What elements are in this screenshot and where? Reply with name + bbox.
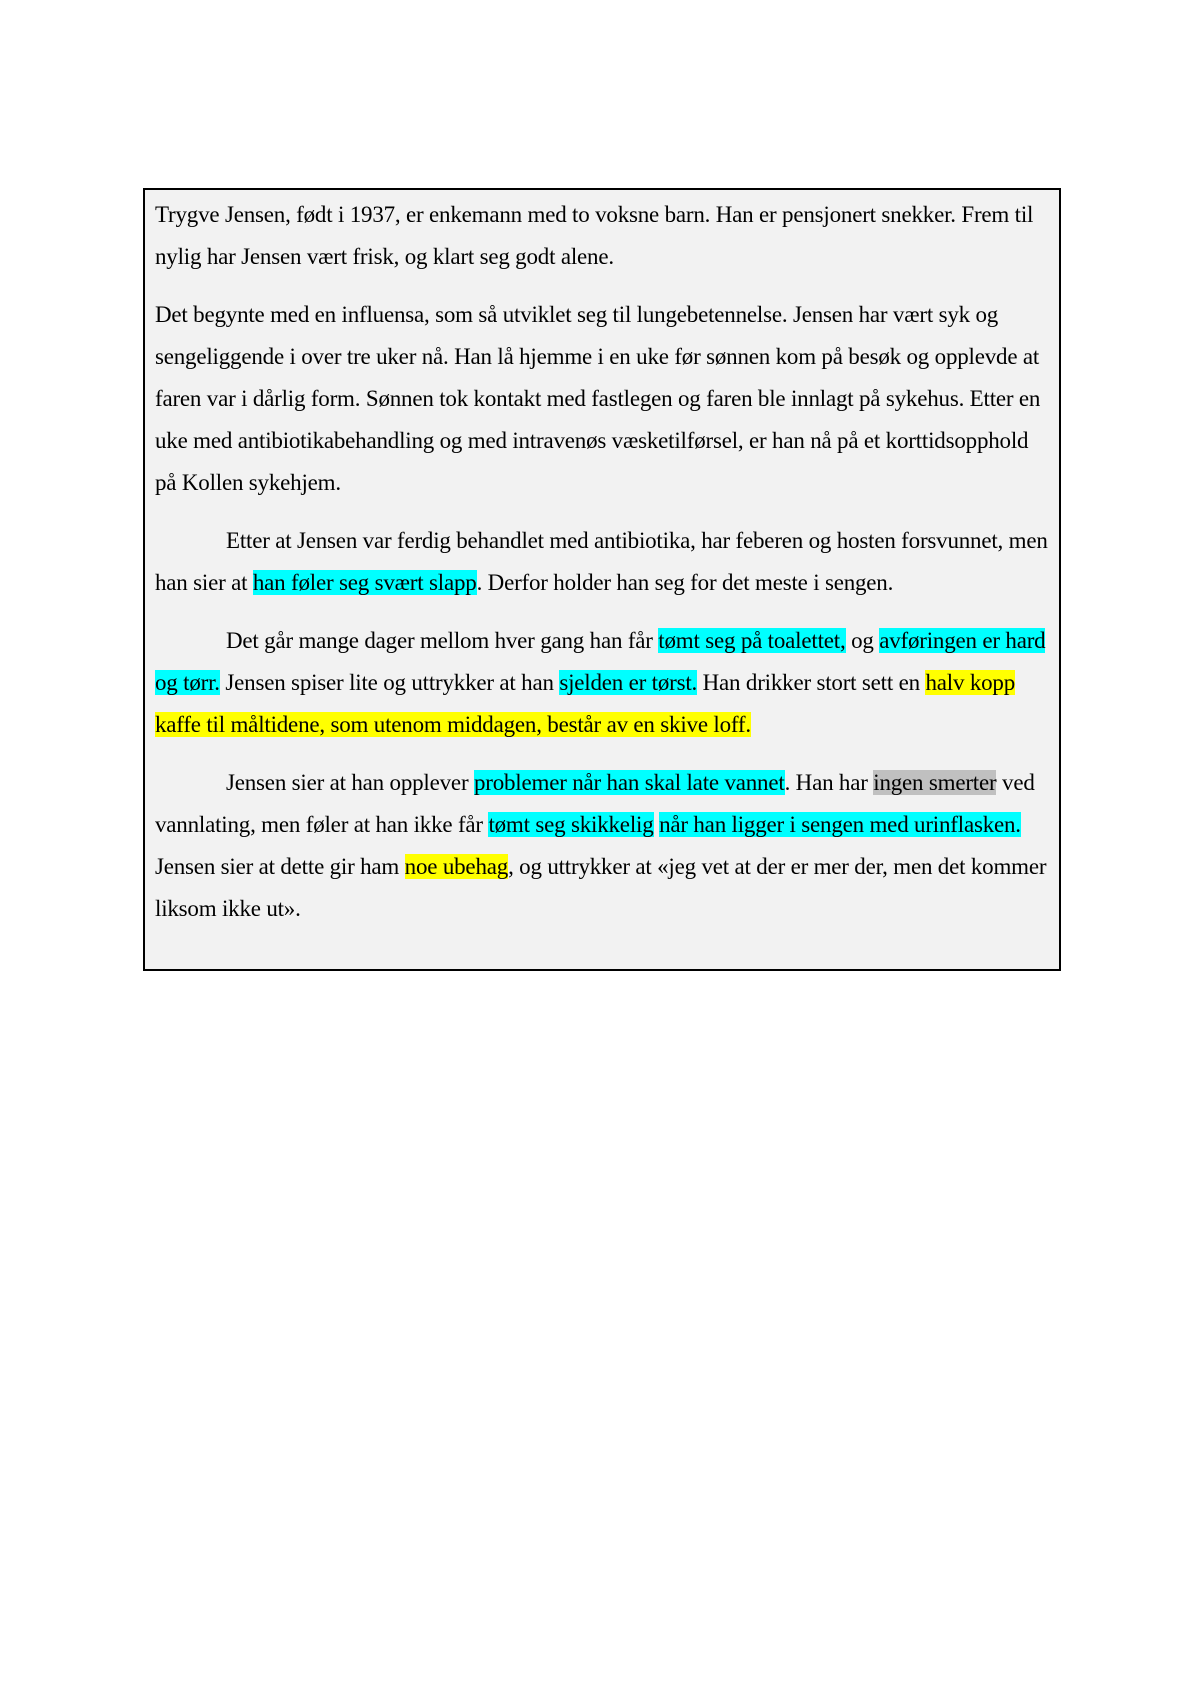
paragraph-illness-history (155, 294, 1049, 504)
text-segment: ved vannlating, men føler at han ikke får (155, 770, 1035, 837)
text-segment: . Han har (784, 770, 874, 795)
highlighted-text-yellow: noe ubehag (404, 854, 509, 879)
highlighted-text-cyan: problemer når han skal late vannet (473, 770, 785, 795)
highlighted-text-cyan: tømt seg på toalettet, (658, 628, 846, 653)
text-segment: Jensen sier at han opplever (226, 770, 474, 795)
paragraph-digestion (155, 620, 1049, 746)
highlighted-text-gray: ingen smerter (873, 770, 997, 795)
text-segment: , og uttrykker at «jeg vet at der er mer der, men det kommer liksom ikke ut». (155, 854, 1047, 921)
text-segment: Trygve Jensen, født i 1937, er enkemann med to voksne barn. Han er pensjonert snekker. Frem til nylig har Jensen vært frisk, og klart seg godt alene. (155, 202, 1034, 269)
paragraph-urination (155, 762, 1049, 930)
case-text-box (143, 188, 1061, 971)
text-segment: Jensen sier at dette gir ham (155, 854, 405, 879)
text-segment: Jensen spiser lite og uttrykker at han (219, 670, 560, 695)
text-segment: . Derfor holder han seg for det meste i sengen. (476, 570, 894, 595)
text-segment: og (845, 628, 880, 653)
text-segment: Det begynte med en influensa, som så utviklet seg til lungebetennelse. Jensen har vært syk og sengeliggende i over tre uker nå. Han lå hjemme i en uke før sønnen kom på besøk og opplevde at faren var i dårlig form. Sønnen tok kontakt med fastlegen og faren ble innlagt på sykehus. Etter en uke med antibiotikabehandling og med intravenøs væsketilførsel, er han nå på et korttidsopphold på Kollen sykehjem. (155, 302, 1041, 495)
highlighted-text-yellow: halv kopp kaffe til måltidene, som utenom middagen, består av en skive loff. (155, 670, 1016, 737)
highlighted-text-cyan: han føler seg svært slapp (252, 570, 477, 595)
text-segment: Han drikker stort sett en (697, 670, 926, 695)
text-segment: Det går mange dager mellom hver gang han får (226, 628, 659, 653)
highlighted-text-cyan: tømt seg skikkelig (488, 812, 654, 837)
paragraph-fatigue (155, 520, 1049, 604)
highlighted-text-cyan: sjelden er tørst. (559, 670, 698, 695)
highlighted-text-cyan: når han ligger i sengen med urinflasken. (659, 812, 1021, 837)
paragraph-intro (155, 194, 1049, 278)
highlighted-text-cyan: avføringen er hard og tørr. (155, 628, 1046, 695)
text-segment: Etter at Jensen var ferdig behandlet med antibiotika, har feberen og hosten forsvunnet, men han sier at (155, 528, 1048, 595)
